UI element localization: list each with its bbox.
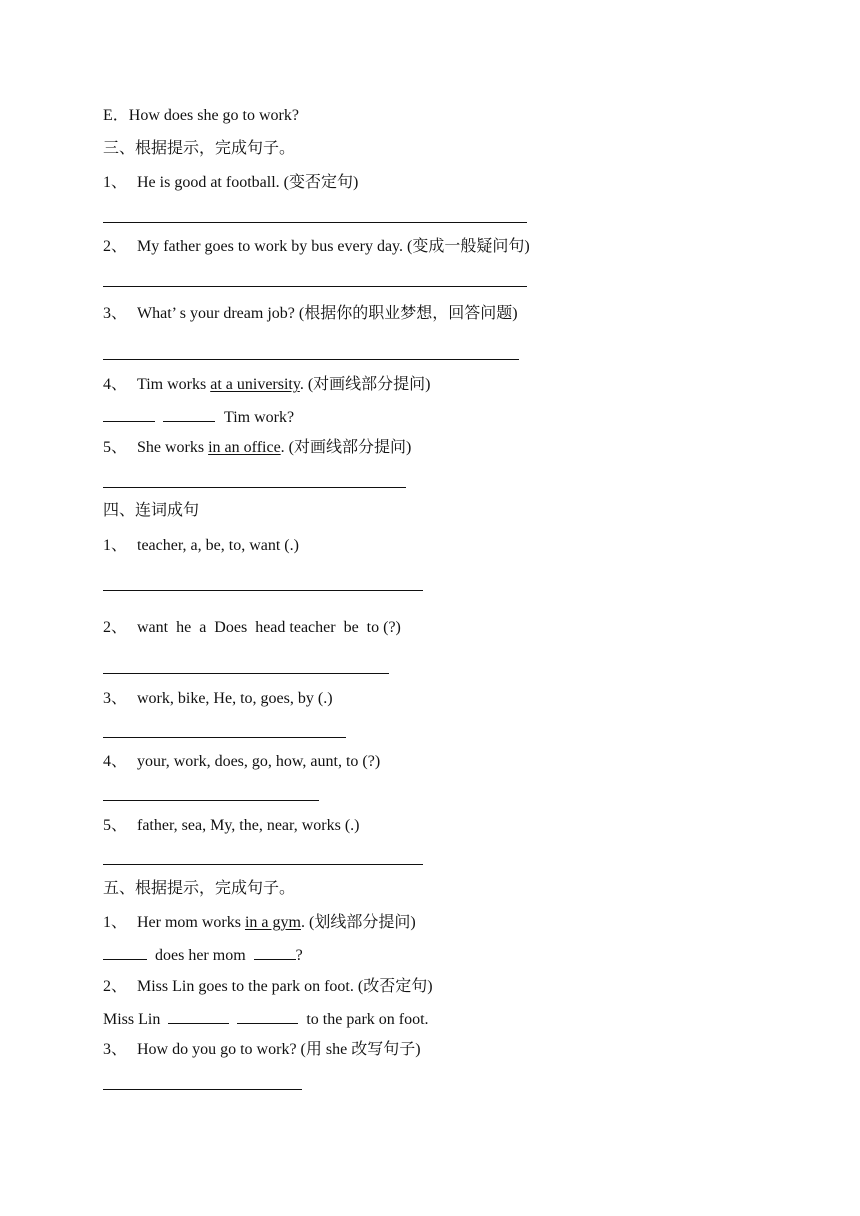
question-number: 2、 [103,619,128,636]
s4-answer-line-4[interactable] [103,800,319,801]
s3-answer-line-2[interactable] [103,286,527,287]
s3-answer-4 [103,407,294,428]
answer-blank[interactable] [254,945,296,960]
question-number: 4、 [103,376,128,393]
s3-question-5 [103,438,411,458]
question-number: 5、 [103,817,128,834]
answer-end-text: ? [295,947,303,964]
answer-blank[interactable] [103,407,155,422]
question-number: 1、 [103,537,128,554]
s4-answer-line-2[interactable] [103,673,389,674]
s4-question-5 [103,816,359,836]
question-number: 2、 [103,978,128,995]
question-text: want he a Does head teacher be to (?) [137,619,401,636]
answer-blank[interactable] [237,1009,298,1024]
s5-answer-1 [103,945,303,966]
underlined-phrase: in an office [208,439,281,456]
question-text: work, bike, He, to, goes, by (.) [137,690,333,707]
s5-question-2 [103,977,433,997]
question-number: 3、 [103,1041,128,1058]
question-text: How do you go to work? (用 she 改写句子) [137,1041,421,1058]
s4-answer-line-3[interactable] [103,737,346,738]
s3-question-1 [103,173,358,193]
question-number: 1、 [103,174,128,191]
question-text-post: . (对画线部分提问) [299,376,431,393]
s5-question-3 [103,1040,421,1060]
s5-answer-line-3[interactable] [103,1089,302,1090]
question-number: 3、 [103,305,128,322]
s3-answer-line-1[interactable] [103,222,527,223]
answer-start-text: Miss Lin [103,1011,161,1028]
s4-question-1 [103,536,299,556]
question-number: 5、 [103,439,128,456]
s4-question-2 [103,618,401,638]
s4-answer-line-1[interactable] [103,590,423,591]
answer-blank[interactable] [168,1009,229,1024]
question-text: Miss Lin goes to the park on foot. (改否定句) [137,978,433,995]
question-text: father, sea, My, the, near, works (.) [137,817,360,834]
s4-question-3 [103,689,333,709]
question-number: 2、 [103,238,128,255]
s5-question-1 [103,913,416,933]
answer-tail-text: Tim work? [224,409,295,426]
question-text-pre: Tim works [137,376,211,393]
question-text-pre: Her mom works [137,914,245,931]
answer-end-text: to the park on foot. [306,1011,429,1028]
section5-title: 五、根据提示，完成句子。 [103,880,296,897]
s3-question-4 [103,375,431,395]
question-text: teacher, a, be, to, want (.) [137,537,299,554]
section4-title: 四、连词成句 [103,502,200,519]
s3-question-3 [103,304,518,324]
question-text: What’ s your dream job? (根据你的职业梦想，回答问题) [137,305,518,322]
question-text-pre: She works [137,439,209,456]
question-text: He is good at football. (变否定句) [137,174,359,191]
section2-item-e: E．How does she go to work? [103,107,299,124]
underlined-phrase: at a university [210,376,300,393]
question-text-post: . (划线部分提问) [300,914,416,931]
s3-answer-line-5[interactable] [103,487,406,488]
answer-mid-text: does her mom [155,947,246,964]
question-number: 1、 [103,914,128,931]
answer-blank[interactable] [103,945,147,960]
s4-answer-line-5[interactable] [103,864,423,865]
s3-answer-line-3[interactable] [103,359,519,360]
s4-question-4 [103,752,380,772]
s3-question-2 [103,237,530,257]
question-number: 3、 [103,690,128,707]
question-text-post: . (对画线部分提问) [280,439,412,456]
underlined-phrase: in a gym [244,914,301,931]
question-number: 4、 [103,753,128,770]
question-text: My father goes to work by bus every day. (变成一般疑问句) [137,238,530,255]
s5-answer-2 [103,1009,429,1030]
section3-title: 三、根据提示，完成句子。 [103,140,296,157]
question-text: your, work, does, go, how, aunt, to (?) [137,753,381,770]
answer-blank[interactable] [163,407,215,422]
